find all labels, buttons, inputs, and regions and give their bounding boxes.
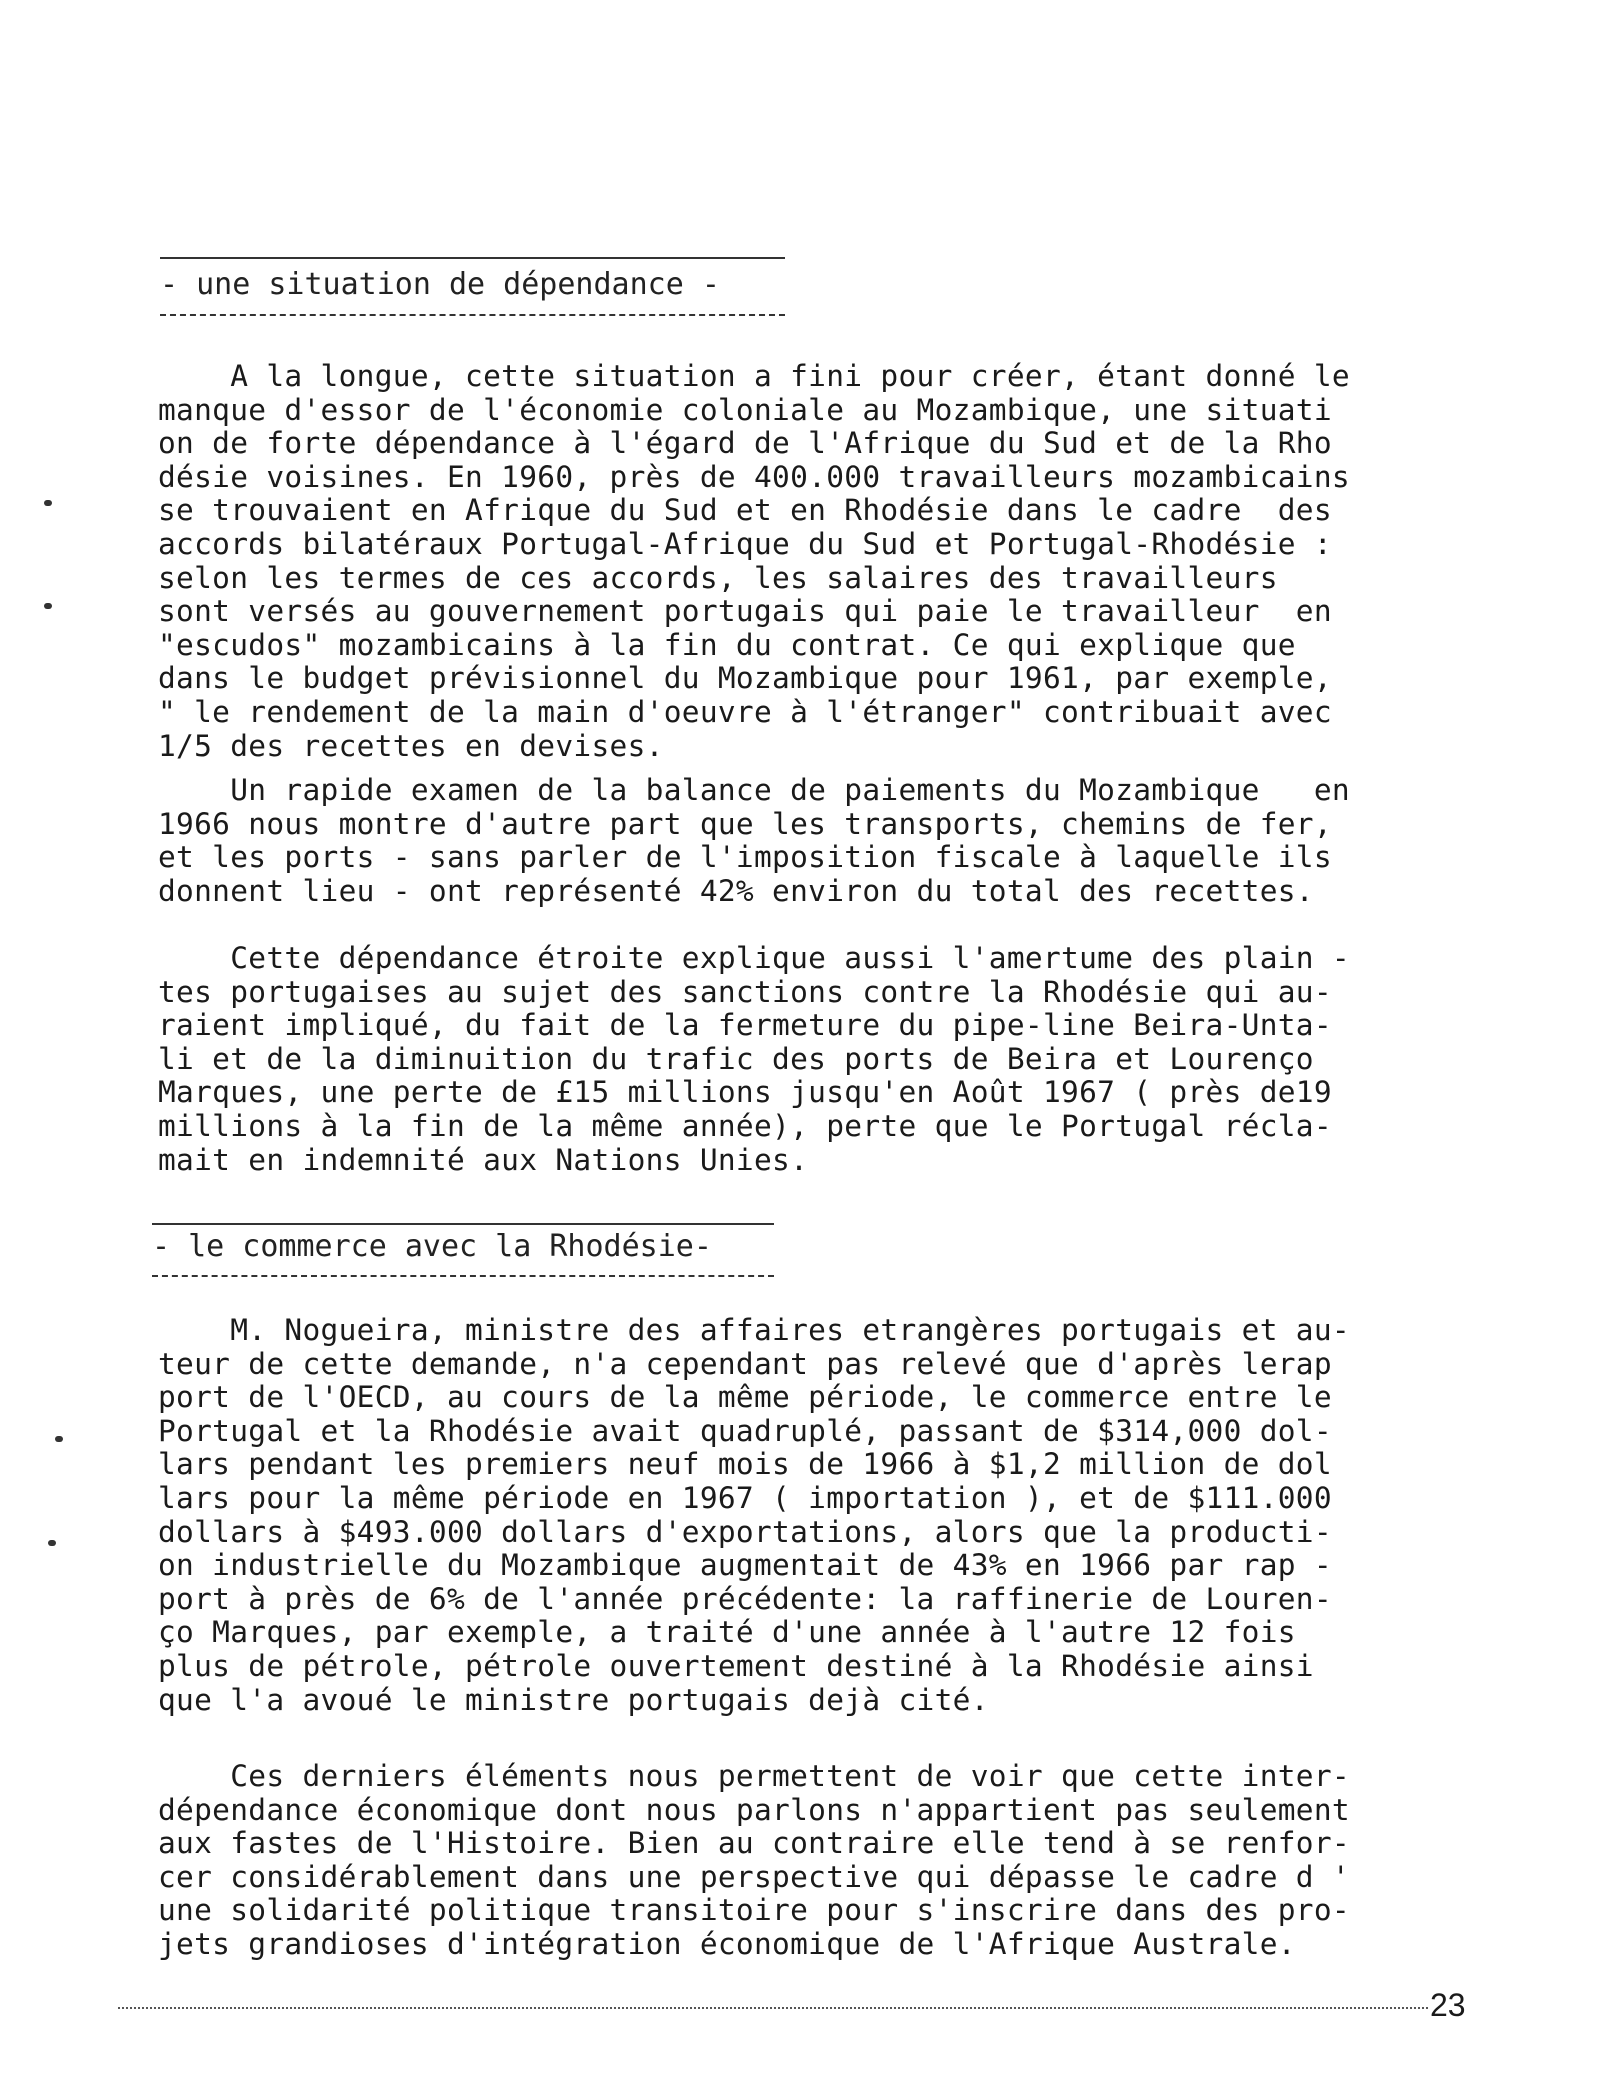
section-heading-commerce: - le commerce avec la Rhodésie- xyxy=(152,1229,712,1264)
text-line: 1/5 des recettes en devises. xyxy=(158,728,664,763)
text-line: se trouvaient en Afrique du Sud et en Rhodésie dans le cadre des xyxy=(158,493,1332,528)
text-line: dépendance économique dont nous parlons n'appartient pas seulement xyxy=(158,1792,1350,1827)
text-line: mait en indemnité aux Nations Unies. xyxy=(158,1142,809,1177)
text-line: M. Nogueira, ministre des affaires etrangères portugais et au- xyxy=(158,1313,1350,1347)
heading-rule-top xyxy=(160,257,785,259)
paragraph-1 xyxy=(158,360,1458,763)
paragraph-4 xyxy=(158,1314,1458,1717)
text-line: donnent lieu - ont représenté 42% environ du total des recettes. xyxy=(158,873,1314,908)
text-line: A la longue, cette situation a fini pour créer, étant donné le xyxy=(158,359,1350,393)
text-line: teur de cette demande, n'a cependant pas relevé que d'après lerap xyxy=(158,1346,1332,1381)
heading-rule-bottom xyxy=(152,1275,774,1277)
text-line: manque d'essor de l'économie coloniale au Mozambique, une situati xyxy=(158,392,1332,427)
text-line: accords bilatéraux Portugal-Afrique du Sud et Portugal-Rhodésie : xyxy=(158,526,1332,561)
heading-rule-top xyxy=(152,1223,774,1225)
text-line: millions à la fin de la même année), perte que le Portugal récla- xyxy=(158,1108,1332,1143)
text-line: que l'a avoué le ministre portugais dejà cité. xyxy=(158,1682,989,1717)
paragraph-2 xyxy=(158,774,1458,908)
text-line: désie voisines. En 1960, près de 400.000 travailleurs mozambicains xyxy=(158,459,1350,494)
text-line: une solidarité politique transitoire pour s'inscrire dans des pro- xyxy=(158,1893,1350,1928)
text-line: dollars à $493.000 dollars d'exportations, alors que la producti- xyxy=(158,1514,1332,1549)
text-line: raient impliqué, du fait de la fermeture du pipe-line Beira-Unta- xyxy=(158,1008,1332,1043)
margin-mark xyxy=(44,603,52,609)
text-line: lars pour la même période en 1967 ( importation ), et de $111.000 xyxy=(158,1480,1332,1515)
text-line: Marques, une perte de £15 millions jusqu'en Août 1967 ( près de19 xyxy=(158,1075,1332,1110)
text-line: et les ports - sans parler de l'imposition fiscale à laquelle ils xyxy=(158,840,1332,875)
text-line: 1966 nous montre d'autre part que les transports, chemins de fer, xyxy=(158,806,1332,841)
page-number: 23 xyxy=(1430,1987,1466,2023)
text-line: Cette dépendance étroite explique aussi l'amertume des plain - xyxy=(158,941,1350,975)
margin-mark xyxy=(48,1540,56,1546)
text-line: li et de la diminuition du trafic des ports de Beira et Lourenço xyxy=(158,1041,1314,1076)
text-line: ço Marques, par exemple, a traité d'une année à l'autre 12 fois xyxy=(158,1615,1296,1650)
text-line: Ces derniers éléments nous permettent de voir que cette inter- xyxy=(158,1759,1350,1793)
text-line: cer considérablement dans une perspective qui dépasse le cadre d ' xyxy=(158,1859,1350,1894)
paragraph-3 xyxy=(158,942,1458,1177)
text-line: selon les termes de ces accords, les salaires des travailleurs xyxy=(158,560,1278,595)
paragraph-5 xyxy=(158,1760,1458,1962)
text-line: Un rapide examen de la balance de paiements du Mozambique en xyxy=(158,773,1350,807)
text-line: port à près de 6% de l'année précédente: la raffinerie de Louren- xyxy=(158,1581,1332,1616)
text-line: sont versés au gouvernement portugais qui paie le travailleur en xyxy=(158,594,1332,629)
text-line: tes portugaises au sujet des sanctions contre la Rhodésie qui au- xyxy=(158,974,1332,1009)
text-line: plus de pétrole, pétrole ouvertement destiné à la Rhodésie ainsi xyxy=(158,1648,1314,1683)
text-line: aux fastes de l'Histoire. Bien au contraire elle tend à se renfor- xyxy=(158,1826,1350,1861)
text-line: port de l'OECD, au cours de la même période, le commerce entre le xyxy=(158,1380,1332,1415)
text-line: lars pendant les premiers neuf mois de 1966 à $1,2 million de dol xyxy=(158,1447,1332,1482)
margin-mark xyxy=(55,1436,63,1442)
text-line: jets grandioses d'intégration économique de l'Afrique Australe. xyxy=(158,1926,1296,1961)
text-line: " le rendement de la main d'oeuvre à l'étranger" contribuait avec xyxy=(158,694,1332,729)
text-line: dans le budget prévisionnel du Mozambique pour 1961, par exemple, xyxy=(158,661,1332,696)
heading-rule-bottom xyxy=(160,314,785,316)
section-heading-dependance: - une situation de dépendance - xyxy=(160,267,720,302)
text-line: on industrielle du Mozambique augmentait de 43% en 1966 par rap - xyxy=(158,1548,1332,1583)
text-line: on de forte dépendance à l'égard de l'Afrique du Sud et de la Rho xyxy=(158,426,1332,461)
footer-rule xyxy=(118,2007,1428,2009)
text-line: "escudos" mozambicains à la fin du contrat. Ce qui explique que xyxy=(158,627,1296,662)
text-line: Portugal et la Rhodésie avait quadruplé, passant de $314,000 dol- xyxy=(158,1413,1332,1448)
margin-mark xyxy=(44,500,52,506)
